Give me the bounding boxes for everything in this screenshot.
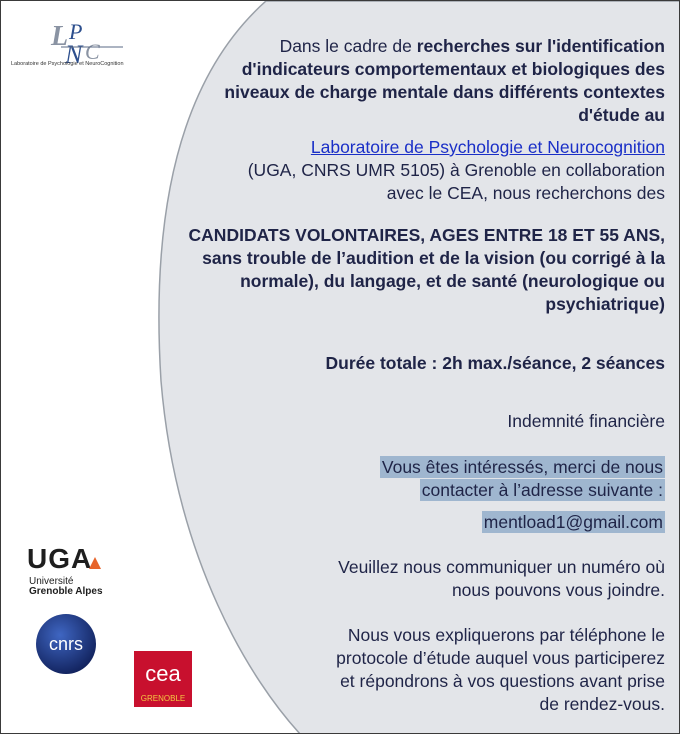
svg-text:P: P (69, 19, 83, 44)
svg-text:cnrs: cnrs (48, 634, 84, 654)
candidates-line-3: normale), du langage, et de santé (neurologique ou (240, 271, 665, 291)
contact-email[interactable]: mentload1@gmail.com (483, 512, 663, 532)
contact-line-2 (420, 480, 665, 501)
explain-line-4: de rendez-vous. (539, 694, 665, 714)
phone-line-2: nous pouvons vous joindre. (451, 580, 665, 600)
contact-line-1 (380, 457, 665, 478)
explain-line-3: et répondrons à vos questions avant prise (340, 671, 665, 691)
cnrs-logo (35, 613, 97, 675)
explain-line-1: Nous vous expliquerons par téléphone le (347, 625, 665, 645)
lab-line-1: (UGA, CNRS UMR 5105) à Grenoble en collaboration (247, 160, 665, 180)
intro-bold-1: recherches sur l'identification (416, 36, 665, 56)
explain-line-2: protocole d’étude auquel vous participerez (336, 648, 665, 668)
svg-text:cea: cea (145, 661, 181, 686)
svg-text:GRENOBLE: GRENOBLE (140, 694, 186, 703)
lab-line-2: avec le CEA, nous recherchons des (386, 183, 665, 203)
intro-line-4: d'étude au (578, 105, 665, 125)
compensation: Indemnité financière (507, 411, 665, 431)
uga-line1: Université (29, 576, 74, 587)
candidates-line-4: psychiatrique) (545, 294, 665, 314)
svg-text:N: N (65, 40, 83, 69)
uga-logo: UGA (27, 543, 93, 574)
lpnc-caption: Laboratoire de Psychologie et NeuroCognition (11, 61, 124, 67)
contact-text-1: Vous êtes intéressés, merci de nous (381, 457, 663, 477)
intro-line-3: niveaux de charge mentale dans différents contextes (224, 82, 665, 102)
candidates-line-1: CANDIDATS VOLONTAIRES, AGES ENTRE 18 ET 55 ANS, (188, 225, 665, 245)
intro-line-2: d'indicateurs comportementaux et biologiques des (241, 59, 665, 79)
phone-line-1: Veuillez nous communiquer un numéro où (338, 557, 665, 577)
duration: Durée totale : 2h max./séance, 2 séances (325, 353, 665, 373)
email-line (482, 512, 665, 533)
contact-text-2: contacter à l’adresse suivante : (421, 480, 663, 500)
cea-logo (134, 651, 192, 707)
lab-link[interactable]: Laboratoire de Psychologie et Neurocognition (310, 137, 665, 157)
intro-line-1 (280, 36, 665, 57)
intro-plain: Dans le cadre de (279, 36, 417, 56)
uga-line2: Grenoble Alpes (29, 586, 103, 597)
svg-text:L: L (51, 21, 69, 52)
candidates-line-2: sans trouble de l’audition et de la vision (ou corrigé à la (202, 248, 665, 268)
uga-accent-icon (87, 553, 103, 571)
svg-text:C: C (85, 39, 100, 64)
